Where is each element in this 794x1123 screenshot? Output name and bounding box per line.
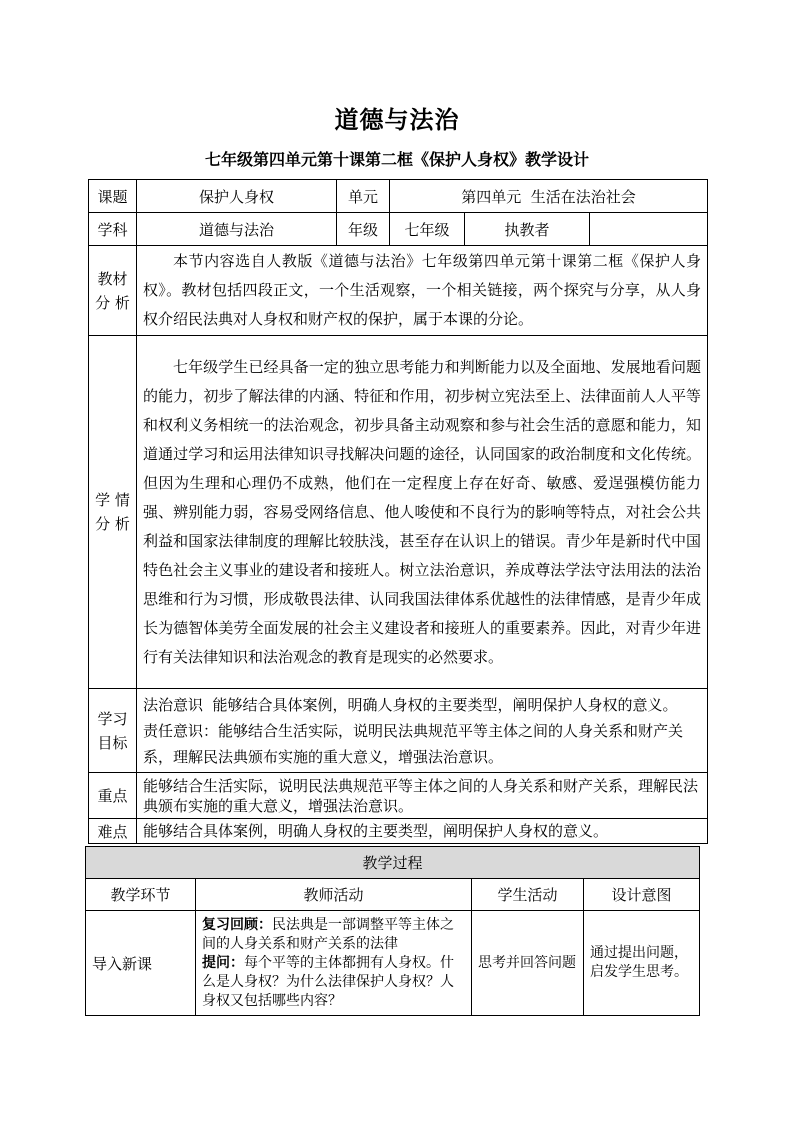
students-label <box>89 336 137 689</box>
document-subtitle: 七年级第四单元第十课第二框《保护人身权》教学设计 <box>204 150 589 169</box>
difficulty-row <box>89 819 708 844</box>
design-intent: 通过提出问题，启发学生思考。 <box>590 945 688 980</box>
review-text: 民法典是一部调整平等主体之间的人身关系和财产关系的法律 <box>202 916 454 952</box>
keypoint-row <box>89 773 708 819</box>
keypoint-cell <box>137 773 708 819</box>
students-label-line-2: 分 析 <box>95 515 130 533</box>
material-text: 本节内容选自人教版《道德与法治》七年级第四单元第十课第二框《保护人身权》。教材包括四段正文，一个生活观察，一个相关链接，两个探究与分享，从人身权介绍民法典对人身权和财产权的保护，属于本课的分论。 <box>143 252 702 328</box>
objectives-label-line-1: 学习 <box>97 709 128 728</box>
keypoint-text: 能够结合生活实际，说明民法典规范平等主体之间的人身关系和财产关系，理解民法典颁布实施的重大意义，增强法治意识。 <box>143 776 699 815</box>
students-text: 七年级学生已经具备一定的独立思考能力和判断能力以及全面地、发展地看问题的能力，初步了解法律的内涵、特征和作用，初步树立宪法至上、法律面前人人平等和权利义务相统一的法治观念，初步具备主动观察和参与社会生活的意愿和能力，知道通过学习和运用法律知识寻找解决问题的途径，认同国家的政治制度和文化传统。但因为生理和心理仍不成熟，他们在一定程度上存在好奇、敏感、爱逞强模仿能力强、辨别能力弱，容易受网络信息、他人唆使和不良行为的影响等特点，对社会公共利益和国家法律制度的理解比较肤浅，甚至存在认识上的错误。青少年是新时代中国特色社会主义事业的建设者和接班人。树立法治意识，养成尊法学法守法用法的法治思维和行为习惯，形成敬畏法律、认同我国法律体系优越性的法律情感，是青少年成长为德智体美劳全面发展的社会主义建设者和接班人的重要素养。因此，对青少年进行有关法律知识和法治观念的教育是现实的必然要求。 <box>143 357 702 666</box>
process-intent-cell <box>584 911 700 1016</box>
process-student-cell <box>472 911 584 1016</box>
objectives-label-line-2: 目标 <box>97 733 128 752</box>
objectives-label <box>89 689 137 773</box>
subject-label: 学科 <box>89 213 137 246</box>
teacher-activity <box>196 914 471 1013</box>
difficulty-label: 难点 <box>89 819 137 844</box>
subject-row <box>89 213 708 246</box>
unit-label: 单元 <box>337 180 390 213</box>
topic-value: 保护人身权 <box>137 180 337 213</box>
teacher-value <box>590 213 708 246</box>
teaching-process-table <box>85 846 700 1016</box>
difficulty-cell <box>137 819 708 844</box>
material-label <box>89 246 137 336</box>
col-student: 学生活动 <box>472 879 584 911</box>
students-label-line-1: 学 情 <box>95 491 130 509</box>
material-cell <box>137 246 708 336</box>
col-intent: 设计意图 <box>584 879 700 911</box>
objective-2: 责任意识：能够结合生活实际，说明民法典规范平等主体之间的人身关系和财产关系，理解民法典颁布实施的重大意义，增强法治意识。 <box>143 721 684 766</box>
material-label-line-2: 分 析 <box>95 293 130 312</box>
process-columns-row <box>86 879 700 911</box>
difficulty-text: 能够结合具体案例，明确人身权的主要类型，阐明保护人身权的意义。 <box>143 822 609 840</box>
students-row <box>89 336 708 689</box>
ask-text: 每个平等的主体都拥有人身权。什么是人身权？为什么法律保护人身权？人身权又包括哪些内容？ <box>202 954 454 1009</box>
keypoint-label: 重点 <box>89 773 137 819</box>
students-cell <box>137 336 708 689</box>
objective-1: 法治意识 能够结合具体案例，明确人身权的主要类型，阐明保护人身权的意义。 <box>143 695 678 714</box>
document-title: 道德与法治 <box>334 106 460 134</box>
teacher-label: 执教者 <box>465 213 590 246</box>
ask-label: 提问： <box>202 954 244 971</box>
process-header-row <box>86 847 700 879</box>
process-teacher-cell <box>196 911 472 1016</box>
review-label: 复习回顾： <box>202 916 272 933</box>
grade-value: 七年级 <box>390 213 465 246</box>
process-header: 教学过程 <box>86 847 700 879</box>
lesson-info-table <box>88 179 708 844</box>
objectives-cell <box>137 689 708 773</box>
subject-value: 道德与法治 <box>137 213 337 246</box>
material-label-line-1: 教材 <box>97 269 128 288</box>
col-teacher: 教师活动 <box>196 879 472 911</box>
objectives-row <box>89 689 708 773</box>
grade-label: 年级 <box>337 213 390 246</box>
topic-row <box>89 180 708 213</box>
topic-label: 课题 <box>89 180 137 213</box>
process-row <box>86 911 700 1016</box>
col-step: 教学环节 <box>86 879 196 911</box>
process-step: 导入新课 <box>86 911 196 1016</box>
unit-value: 第四单元 生活在法治社会 <box>390 180 708 213</box>
student-activity: 思考并回答问题 <box>478 954 576 971</box>
material-row <box>89 246 708 336</box>
